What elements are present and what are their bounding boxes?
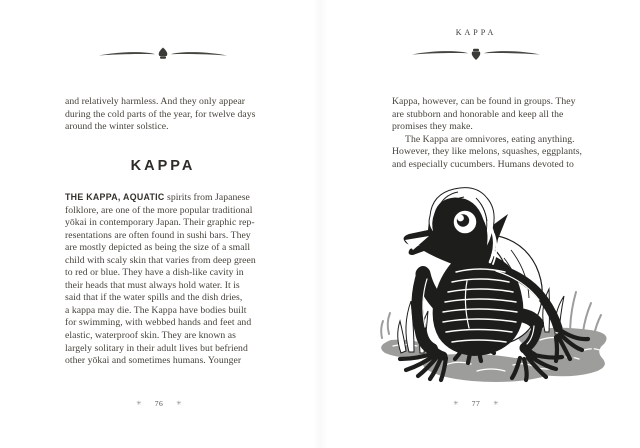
lead-in-rest: spirits from Japanese [164,192,250,203]
text-line: around the winter solstice. [65,121,169,133]
chapter-heading: KAPPA [130,158,196,174]
text-line: and relatively harmless. And they only appear [65,96,246,107]
kappa-eye [453,210,478,235]
lead-line [65,191,265,205]
left-paragraph-2-lines [65,205,265,368]
lead-in-caps: THE KAPPA, AQUATIC [65,192,165,202]
text-line: during the cold parts of the year, for twelve days [65,108,256,120]
left-paragraph-2 [65,191,265,368]
right-paragraph-1 [392,96,592,134]
text-line: are mostly depicted as being the size of a small [65,242,251,254]
text-line: However, they like melons, squashes, eggplants, [392,146,583,158]
text-line: a kappa may die. The Kappa have bodies built [65,304,247,316]
folio-flower-icon: ✳ [453,400,459,407]
right-divider [410,46,542,62]
left-folio [109,399,209,408]
folio-flower-icon: ✳ [493,400,499,407]
text-line: other yōkai and sometimes humans. Younger [65,355,242,367]
text-line: child with scaly skin that varies from deep green [65,254,256,266]
folio-flower-icon: ✳ [176,400,182,407]
right-folio [426,399,526,408]
divider-rule-icon [97,46,229,62]
right-page [320,0,640,448]
text-line: and especially cucumbers. Humans devoted to [392,158,574,170]
spade-down-ornament-icon [472,49,481,60]
running-head: KAPPA [455,28,497,37]
text-line: largely solitary in their adult lives but befriend [65,342,248,354]
right-paragraph-2 [392,134,592,172]
spade-up-ornament-icon [159,48,168,59]
kappa-illustration [377,182,614,388]
text-line: promises they make. [392,121,473,133]
folio-flower-icon: ✳ [136,400,142,407]
text-line: yōkai in contemporary Japan. Their graphic rep- [65,217,255,229]
text-line: Kappa, however, can be found in groups. They [392,96,576,107]
text-line: resentations are often found in sushi bars. They [65,229,251,241]
left-paragraph-1 [65,96,265,134]
divider-rule-icon [410,46,542,62]
text-line: their heads that must always hold water. It is [65,279,240,291]
text-line: are stubborn and honorable and keep all the [392,108,564,120]
left-page-number: 76 [154,399,164,408]
left-divider [97,46,229,62]
text-line: folklore, are one of the more popular traditional [65,204,253,216]
text-line: elastic, waterproof skin. They are known as [65,330,236,342]
text-line: to red or blue. They have a dish-like cavity in [65,267,244,279]
right-page-number: 77 [471,399,481,408]
text-line: said that if the water spills and the dish dries, [65,292,243,304]
text-line: for swimming, with webbed hands and feet and [65,317,252,329]
text-line: The Kappa are omnivores, eating anything. [405,133,575,145]
